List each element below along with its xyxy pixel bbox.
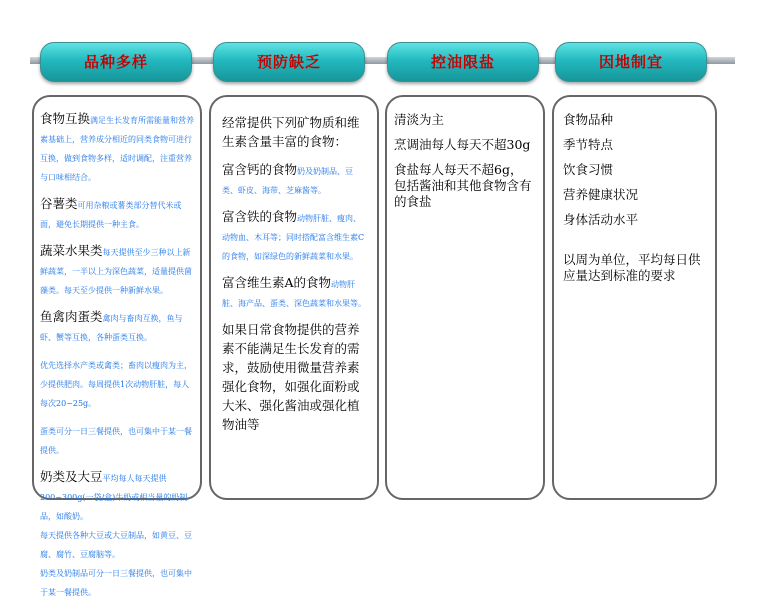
- control-oil-salt-content: [394, 112, 534, 219]
- item-detail: 奶及奶制品、豆类、虾皮、海带、芝麻酱等。: [222, 167, 354, 195]
- item-head: 富含铁的食物: [222, 209, 298, 224]
- item-head: 谷薯类: [40, 196, 78, 211]
- item-head: 富含钙的食物: [222, 162, 298, 177]
- factor-item: 营养健康状况: [563, 187, 639, 202]
- item-detail: 动物肝脏、瘦肉、动物血、木耳等；同时搭配富含维生素C的食物，如深绿色的新鲜蔬菜和水果。: [222, 214, 365, 261]
- item-detail: 禽肉与畜肉互换，鱼与虾、蟹等互换，各种蛋类互换。: [40, 314, 183, 342]
- factor-item: 季节特点: [563, 137, 614, 152]
- item-detail: 满足生长发育所需能量和营养素基础上，营养成分相近的同类食物可进行互换，做到食物多样，适时调配，注重营养与口味相结合。: [40, 116, 195, 182]
- factor-item: 食物品种: [563, 112, 614, 127]
- tab-local-adaptation: 因地制宜: [555, 42, 707, 82]
- item-detail: 动物肝脏、海产品、蛋类、深色蔬菜和水果等。: [222, 280, 366, 308]
- text-line: 清淡为主: [394, 112, 445, 127]
- item-detail: 可用杂粮或薯类部分替代米或面，避免长期提供一种主食。: [40, 201, 182, 229]
- item-head: 鱼禽肉蛋类: [40, 309, 103, 324]
- tab-prevent-deficiency: 预防缺乏: [213, 42, 365, 82]
- item-detail: 奶类及奶制品可分一日三餐提供，也可集中于某一餐提供。: [40, 569, 192, 597]
- item-head: 如果日常食物提供的营养素不能满足生长发育的需求，鼓励使用微量营养素强化食物，如强化面粉或大米、强化酱油或强化植物油等: [222, 322, 360, 432]
- item-detail: 优先选择水产类或禽类；畜肉以瘦肉为主，少提供肥肉。每周提供1次动物肝脏，每人每次20~25g。: [40, 361, 192, 408]
- item-head: 蔬菜水果类: [40, 243, 103, 258]
- tab-variety: 品种多样: [40, 42, 192, 82]
- prevent-deficiency-content: [222, 112, 368, 442]
- summary-text: 以周为单位，平均每日供应量达到标准的要求: [563, 252, 701, 283]
- local-adaptation-content: [563, 112, 708, 293]
- text-line: 烹调油每人每天不超30g: [394, 137, 531, 152]
- item-head: 经常提供下列矿物质和维生素含量丰富的食物：: [222, 115, 360, 149]
- item-detail: 每天提供至少三种以上新鲜蔬菜，一半以上为深色蔬菜，适量提供菌藻类。每天至少提供一种新鲜水果。: [40, 248, 192, 295]
- tab-control-oil-salt: 控油限盐: [387, 42, 539, 82]
- item-detail: 平均每人每天提供200~300g(一袋/盒)牛奶或相当量的奶制品，如酸奶。: [40, 474, 188, 521]
- factor-item: 饮食习惯: [563, 162, 614, 177]
- variety-content: [40, 108, 196, 599]
- item-head: 奶类及大豆: [40, 469, 103, 484]
- item-detail: 蛋类可分一日三餐提供，也可集中于某一餐提供。: [40, 427, 192, 455]
- factor-item: 身体活动水平: [563, 212, 639, 227]
- text-line: 食盐每人每天不超6g，包括酱油和其他食物含有的食盐: [394, 162, 532, 209]
- item-head: 食物互换: [40, 111, 91, 126]
- item-head: 富含维生素A的食物: [222, 275, 332, 290]
- item-detail: 每天提供各种大豆或大豆制品，如黄豆、豆腐、腐竹、豆腐脑等。: [40, 531, 192, 559]
